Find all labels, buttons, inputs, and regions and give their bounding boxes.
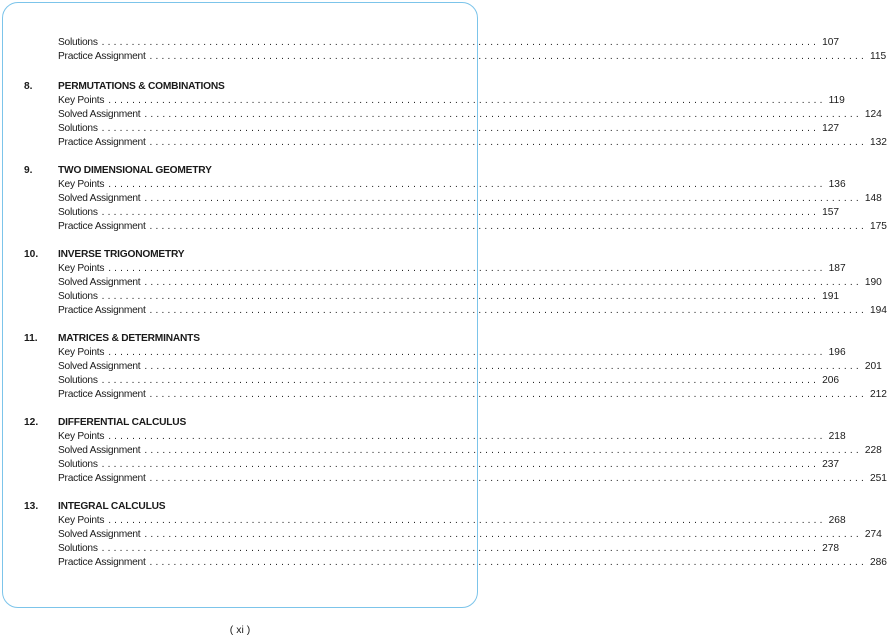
toc-entry-solved-assignment[interactable] [58,360,882,374]
toc-entry-page: 157 [822,207,840,218]
toc-entry-practice-assignment[interactable] [58,220,887,234]
toc-entry-practice-assignment[interactable] [58,304,887,318]
dot-leader: ........................................................................................................................ [108,347,826,358]
toc-entry-solutions[interactable] [58,458,840,472]
toc-entry-page: 274 [864,529,882,540]
toc-entry-page: 119 [828,95,845,106]
toc-entry-label: Key Points [58,179,105,190]
toc-entry-label: Solved Assignment [58,445,141,456]
toc-entry-label: Key Points [58,515,105,526]
dot-leader: ........................................................................................................................ [101,375,820,386]
toc-entry-solutions[interactable] [58,36,840,50]
toc-entry-label: Solved Assignment [58,361,141,372]
toc-entry-label: Practice Assignment [58,389,146,400]
dot-leader: ........................................................................................................................ [149,137,867,148]
toc-entry-practice-assignment[interactable] [58,136,887,150]
chapter-number: 9. [24,165,33,176]
toc-entry-label: Practice Assignment [58,305,146,316]
toc-entry-label: Key Points [58,431,105,442]
toc-entry-key-points[interactable] [58,430,846,444]
toc-entry-label: Key Points [58,263,105,274]
toc-entry-page: 228 [864,445,882,456]
toc-entry-key-points[interactable] [58,346,846,360]
toc-entry-page: 237 [822,459,840,470]
dot-leader: ........................................................................................................................ [149,221,867,232]
chapter-title[interactable]: INTEGRAL CALCULUS [58,501,166,512]
toc-entry-page: 278 [822,543,840,554]
toc-entry-solutions[interactable] [58,206,840,220]
dot-leader: ........................................................................................................................ [108,431,826,442]
toc-entry-page: 196 [828,347,846,358]
toc-entry-practice-assignment[interactable] [58,50,887,64]
toc-entry-label: Solutions [58,291,98,302]
toc-entry-label: Solutions [58,459,98,470]
dot-leader: ........................................................................................................................ [144,445,862,456]
toc-entry-key-points[interactable] [58,262,846,276]
toc-entry-key-points[interactable] [58,178,846,192]
dot-leader: ........................................................................................................................ [144,361,862,372]
toc-entry-practice-assignment[interactable] [58,388,887,402]
toc-entry-page: 107 [822,37,840,48]
dot-leader: ........................................................................................................................ [149,557,867,568]
toc-entry-page: 206 [822,375,840,386]
toc-entry-practice-assignment[interactable] [58,556,887,570]
toc-entry-solved-assignment[interactable] [58,528,882,542]
toc-entry-label: Key Points [58,95,105,106]
chapter-title[interactable]: PERMUTATIONS & COMBINATIONS [58,81,225,92]
dot-leader: ........................................................................................................................ [101,123,820,134]
toc-entry-label: Solved Assignment [58,529,141,540]
toc-entry-label: Practice Assignment [58,221,146,232]
toc-entry-label: Key Points [58,347,105,358]
dot-leader: ........................................................................................................................ [108,95,826,106]
toc-entry-page: 212 [869,389,887,400]
chapter-number: 10. [24,249,39,260]
toc-entry-solutions[interactable] [58,290,840,304]
toc-entry-page: 175 [869,221,887,232]
toc-entry-label: Solved Assignment [58,193,141,204]
dot-leader: ........................................................................................................................ [101,37,820,48]
toc-entry-solutions[interactable] [58,374,840,388]
toc-entry-solved-assignment[interactable] [58,444,882,458]
toc-entry-solved-assignment[interactable] [58,192,882,206]
toc-entry-label: Solutions [58,543,98,554]
chapter-title[interactable]: DIFFERENTIAL CALCULUS [58,417,187,428]
toc-entry-label: Solved Assignment [58,277,141,288]
chapter-title[interactable]: MATRICES & DETERMINANTS [58,333,200,344]
toc-entry-page: 127 [822,123,840,134]
dot-leader: ........................................................................................................................ [144,193,862,204]
toc-entry-label: Solved Assignment [58,109,141,120]
chapter-title[interactable]: INVERSE TRIGONOMETRY [58,249,185,260]
dot-leader: ........................................................................................................................ [149,51,867,62]
toc-entry-solutions[interactable] [58,122,840,136]
dot-leader: ........................................................................................................................ [101,207,820,218]
dot-leader: ........................................................................................................................ [108,179,826,190]
chapter-number: 11. [24,333,38,344]
toc-entry-label: Practice Assignment [58,51,146,62]
toc-entry-practice-assignment[interactable] [58,472,887,486]
chapter-number: 13. [24,501,39,512]
toc-entry-label: Solutions [58,123,98,134]
dot-leader: ........................................................................................................................ [149,473,867,484]
page-number-footer: ( xi ) [229,624,251,636]
dot-leader: ........................................................................................................................ [149,305,867,316]
toc-entry-page: 124 [864,109,882,120]
dot-leader: ........................................................................................................................ [101,459,820,470]
dot-leader: ........................................................................................................................ [144,109,862,120]
toc-entry-label: Practice Assignment [58,473,146,484]
dot-leader: ........................................................................................................................ [149,389,867,400]
toc-entry-page: 194 [869,305,887,316]
toc-entry-page: 218 [828,431,846,442]
toc-entry-label: Solutions [58,207,98,218]
toc-entry-page: 191 [822,291,840,302]
dot-leader: ........................................................................................................................ [108,515,826,526]
toc-entry-key-points[interactable] [58,514,846,528]
toc-entry-solutions[interactable] [58,542,840,556]
toc-entry-page: 115 [869,51,887,62]
chapter-number: 12. [24,417,39,428]
dot-leader: ........................................................................................................................ [101,291,820,302]
toc-entry-page: 286 [869,557,887,568]
chapter-number: 8. [24,81,33,92]
toc-entry-page: 268 [828,515,846,526]
toc-entry-page: 201 [864,361,882,372]
toc-entry-label: Practice Assignment [58,557,146,568]
toc-entry-page: 187 [828,263,846,274]
toc-entry-label: Solutions [58,375,98,386]
dot-leader: ........................................................................................................................ [144,277,862,288]
dot-leader: ........................................................................................................................ [144,529,862,540]
toc-entry-key-points[interactable] [58,94,845,108]
toc-entry-page: 190 [864,277,882,288]
toc-entry-page: 148 [864,193,882,204]
toc-entry-label: Practice Assignment [58,137,146,148]
toc-entry-page: 251 [869,473,887,484]
dot-leader: ........................................................................................................................ [108,263,826,274]
toc-entry-solved-assignment[interactable] [58,276,882,290]
toc-entry-page: 136 [828,179,846,190]
chapter-title[interactable]: TWO DIMENSIONAL GEOMETRY [58,165,212,176]
dot-leader: ........................................................................................................................ [101,543,820,554]
toc-entry-label: Solutions [58,37,98,48]
toc-entry-page: 132 [869,137,887,148]
toc-entry-solved-assignment[interactable] [58,108,882,122]
